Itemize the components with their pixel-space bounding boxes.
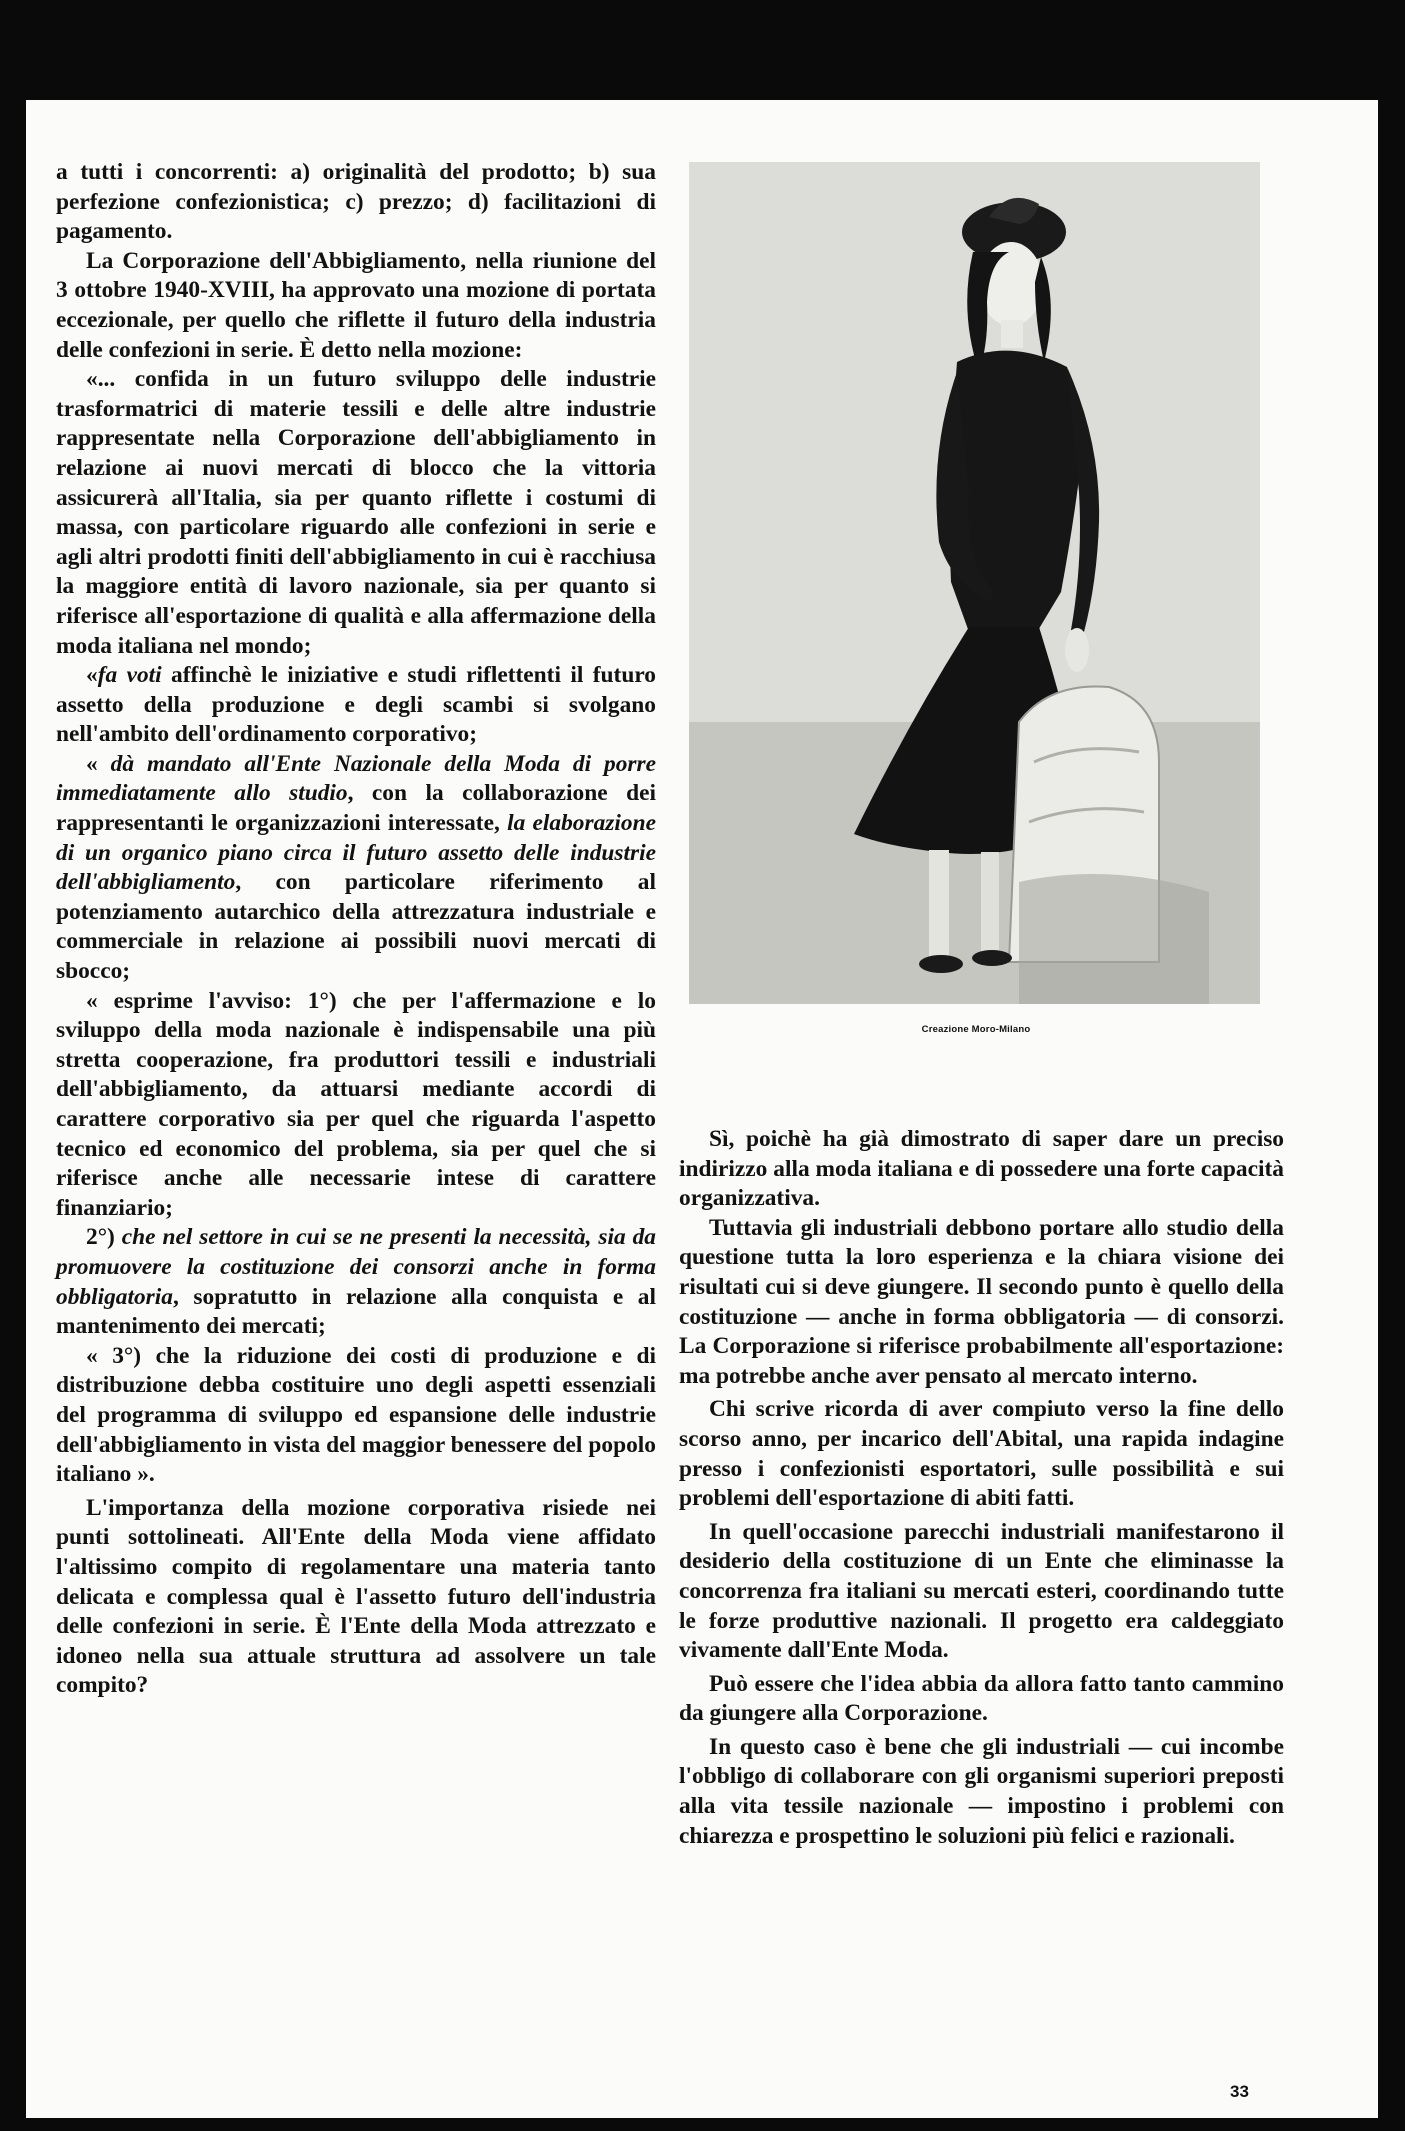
left-paragraph-1: a tutti i concorrenti: a) originalità del prodotto; b) sua perfezione confezionistica; c) prezzo; d) facilitazioni di pagamento. [56, 159, 656, 245]
page [26, 100, 1378, 2118]
left-paragraph-3: «... confida in un futuro sviluppo delle industrie trasformatrici di materie tessili e delle altre industrie rappresentate nella Corporazione dell'abbigliamento in relazione ai nuovi mercati di blocco che la vittoria assicurerà all'Italia, sia per quanto riflette i costumi di massa, con particolare riguardo alle confezioni in serie e agli altri prodotti finiti dell'abbigliamento in cui è racchiusa la maggiore entità di lavoro nazionale, sia per quanto si riferisce all'esportazione di qualità e alla affermazione della moda italiana nel mondo; [56, 366, 656, 659]
right-paragraph-3: Chi scrive ricorda di aver compiuto verso la fine dello scorso anno, per incarico dell'Abital, una rapida indagine presso i confezionisti esportatori, sulle possibilità e sui problemi dell'esportazione di abiti fatti. [679, 1396, 1284, 1512]
right-paragraph-2: Tuttavia gli industriali debbono portare allo studio della questione tutta la loro esperienza e la chiara visione dei risultati cui si deve giungere. Il secondo punto è quello della costituzione — anche in forma obbligatoria — di consorzi. La Corporazione si riferisce probabilmente all'esportazione: ma potrebbe anche aver pensato al mercato interno. [679, 1214, 1284, 1389]
left-paragraph-8: « 3°) che la riduzione dei costi di produzione e di distribuzione debba costituire uno degli aspetti essenziali del programma di sviluppo ed espansione delle industrie dell'abbigliamento in vista del maggior benessere del popolo italiano ». [56, 1342, 656, 1488]
photo-caption: Creazione Moro-Milano [921, 1024, 1031, 1035]
left-paragraph-5: « dà mandato all'Ente Nazionale della Moda di porre immediatamente allo studio, con la collaborazione dei rappresentanti le organizzazioni interessate, la elaborazione di un organico piano circa il futuro assetto delle industrie dell'abbigliamento, con particolare riferimento al potenziamento autarchico della attrezzatura industriale e commerciale in relazione ai possibili nuovi mercati di sbocco; [56, 750, 656, 985]
left-text-column [56, 158, 656, 1701]
right-text-column [679, 1125, 1284, 1851]
page-number: 33 [1230, 2082, 1249, 2101]
italic-phrase: la elaborazione di un organico piano circa il futuro assetto delle industrie dell'abbigliamento [56, 810, 656, 896]
italic-phrase: che nel settore in cui se ne presenti la necessità, sia da promuovere la costituzione dei consorzi anche in forma obbligatoria [56, 1224, 656, 1310]
left-paragraph-9: L'importanza della mozione corporativa risiede nei punti sottolineati. All'Ente della Moda viene affidato l'altissimo compito di regolamentare una materia tanto delicata e complessa qual è l'assetto futuro dell'industria delle confezioni in serie. È l'Ente della Moda attrezzato e idoneo nella sua attuale struttura ad assolvere un tale compito? [56, 1494, 656, 1699]
right-paragraph-6: In questo caso è bene che gli industriali — cui incombe l'obbligo di collaborare con gli organismi superiori preposti alla vita tessile nazionale — impostino i problemi con chiarezza e prospettino le soluzioni più felici e razionali. [679, 1733, 1284, 1849]
left-paragraph-6: « esprime l'avviso: 1°) che per l'affermazione e lo sviluppo della moda nazionale è indispensabile una più stretta cooperazione, fra produttori tessili e industriali dell'abbigliamento, da attuarsi mediante accordi di carattere corporativo sia per quel che riguarda l'aspetto tecnico ed economico del problema, sia per quel che si riferisce anche alle necessarie intese di carattere finanziario; [56, 987, 656, 1221]
right-paragraph-5: Può essere che l'idea abbia da allora fatto tanto cammino da giungere alla Corporazione. [679, 1670, 1284, 1727]
woman-in-dress-illustration [689, 162, 1260, 1004]
right-paragraph-4: In quell'occasione parecchi industriali manifestarono il desiderio della costituzione di un Ente che eliminasse la concorrenza fra italiani su mercati esteri, coordinando tutte le forze produttive nazionali. Il progetto era caldeggiato vivamente dall'Ente Moda. [679, 1518, 1284, 1664]
italic-phrase: dà mandato all'Ente Nazionale della Moda di porre immediatamente allo studio [56, 750, 656, 807]
left-paragraph-7: 2°) che nel settore in cui se ne presenti la necessità, sia da promuovere la costituzione dei consorzi anche in forma obbligatoria, sopratutto in relazione alla conquista e al mantenimento dei mercati; [56, 1224, 656, 1340]
italic-phrase: fa voti [97, 662, 162, 689]
right-paragraph-1: Sì, poichè ha già dimostrato di saper dare un preciso indirizzo alla moda italiana e di possedere una forte capacità organizzativa. [679, 1126, 1284, 1212]
fashion-photo [689, 162, 1260, 1004]
left-paragraph-4: «fa voti affinchè le iniziative e studi riflettenti il futuro assetto della produzione e degli scambi si svolgano nell'ambito dell'ordinamento corporativo; [56, 662, 656, 748]
left-paragraph-2: La Corporazione dell'Abbigliamento, nella riunione del 3 ottobre 1940-XVIII, ha approvato una mozione di portata eccezionale, per quello che riflette il futuro della industria delle confezioni in serie. È detto nella mozione: [56, 247, 656, 363]
